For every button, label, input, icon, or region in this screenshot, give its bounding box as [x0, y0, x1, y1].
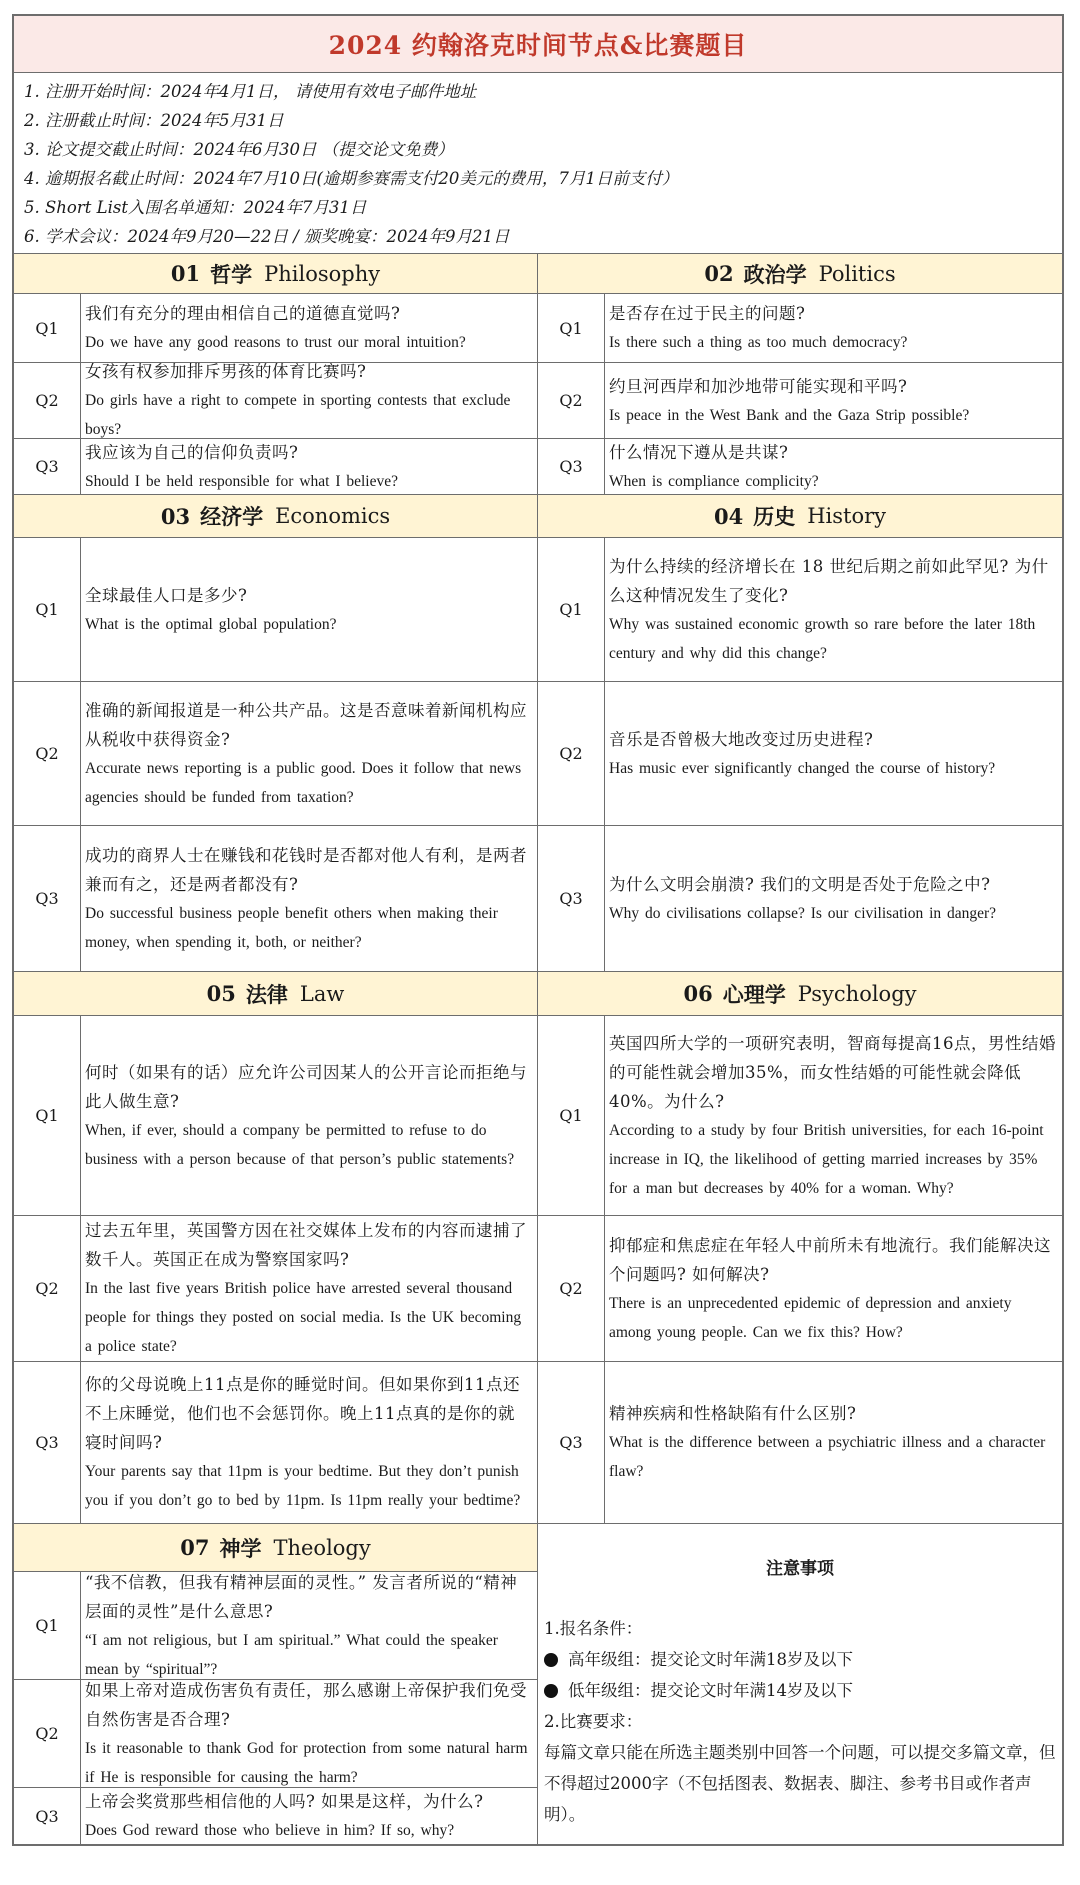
category-name-en: Economics: [275, 504, 391, 528]
category-header: [14, 495, 537, 538]
category-theology: [14, 1524, 538, 1844]
question-row: [538, 826, 1062, 972]
question-row: [14, 1016, 537, 1216]
category-name-en: Law: [299, 981, 345, 1006]
question-en: Do we have any good reasons to trust our moral intuition?: [85, 334, 466, 351]
timeline-item: 3. 论文提交截止时间：2024年6月30日 （提交论文免费）: [24, 140, 454, 159]
question-row: [538, 439, 1062, 495]
question-label: Q2: [538, 682, 605, 825]
question-zh: 过去五年里，英国警方因在社交媒体上发布的内容而逮捕了数千人。英国正在成为警察国家吗?: [85, 1221, 527, 1269]
category-name-zh: 历史: [753, 504, 796, 529]
question-label: Q1: [14, 1016, 81, 1215]
question-en: Does God reward those who believe in him? If so, why?: [85, 1822, 455, 1839]
question-label: Q3: [538, 826, 605, 971]
category-number: 07: [180, 1535, 210, 1560]
category-header: [14, 1524, 537, 1572]
category-history: [538, 495, 1062, 972]
question-row: [14, 826, 537, 972]
question-en: In the last five years British police have arrested several thousand people for things they posted on social media. Is the UK becoming a police state?: [85, 1280, 522, 1355]
title-banner: [14, 16, 1062, 73]
category-name-zh: 神学: [219, 1535, 262, 1561]
question-en: Why do civilisations collapse? Is our civilisation in danger?: [609, 904, 997, 922]
question-label: Q2: [14, 1216, 81, 1361]
question-label: Q1: [538, 294, 605, 362]
category-number: 02: [704, 261, 734, 286]
question-zh: 我应该为自己的信仰负责吗?: [85, 442, 299, 462]
question-en: Accurate news reporting is a public good. Does it follow that news agencies should be funded from taxation?: [85, 759, 522, 806]
question-en: “I am not religious, but I am spiritual.” What could the speaker mean by “spiritual”?: [85, 1631, 498, 1678]
question-zh: 精神疾病和性格缺陷有什么区别?: [609, 1404, 857, 1423]
question-label: Q1: [14, 538, 81, 681]
question-en: What is the difference between a psychiatric illness and a character flaw?: [609, 1434, 1046, 1480]
question-en: Do successful business people benefit others when making their money, when spending it, both, or neither?: [85, 904, 498, 951]
question-label: Q2: [14, 682, 81, 825]
category-header: [538, 972, 1062, 1016]
question-zh: 如果上帝对造成伤害负有责任，那么感谢上帝保护我们免受自然伤害是否合理?: [85, 1680, 527, 1729]
question-zh: 音乐是否曾极大地改变过历史进程?: [609, 729, 874, 749]
category-header: [14, 254, 537, 294]
category-row-3: [14, 972, 1062, 1524]
question-zh: 何时（如果有的话）应允许公司因某人的公开言论而拒绝与此人做生意?: [85, 1062, 527, 1111]
question-zh: 为什么持续的经济增长在 18 世纪后期之前如此罕见? 为什么这种情况发生了变化?: [609, 556, 1049, 605]
question-label: Q1: [538, 1016, 605, 1215]
question-row: [538, 363, 1062, 439]
timeline-item: 6. 学术会议：2024年9月20—22日 / 颁奖晚宴：2024年9月21日: [24, 227, 510, 246]
question-label: Q3: [14, 1362, 81, 1523]
category-philosophy: [14, 254, 538, 495]
bullet-dot-icon: [544, 1684, 558, 1698]
notes-requirement-text: 每篇文章只能在所选主题类别中回答一个问题，可以提交多篇文章，但不得超过2000字（不包括图表、数据表、脚注、参考书目或作者声明）。: [544, 1743, 1056, 1824]
question-label: Q3: [538, 439, 605, 494]
question-row: [538, 294, 1062, 363]
question-row: [14, 294, 537, 363]
question-zh: 你的父母说晚上11点是你的睡觉时间。但如果你到11点还不上床睡觉，他们也不会惩罚你。晚上11点真的是你的就寝时间吗?: [85, 1375, 520, 1452]
category-number: 05: [206, 981, 236, 1006]
question-en: Is it reasonable to thank God for protection from some natural harm if He is responsible for causing the harm?: [85, 1739, 528, 1786]
category-header: [538, 495, 1062, 538]
question-en: There is an unprecedented epidemic of depression and anxiety among young people. Can we fix this? How?: [609, 1294, 1012, 1341]
question-label: Q1: [14, 1572, 81, 1679]
question-en: Is there such a thing as too much democracy?: [609, 334, 908, 351]
category-header: [538, 254, 1062, 294]
question-en: When is compliance complicity?: [609, 472, 819, 490]
question-label: Q1: [538, 538, 605, 681]
category-header: [14, 972, 537, 1016]
question-row: [14, 1216, 537, 1362]
question-zh: 什么情况下遵从是共谋?: [609, 442, 789, 462]
category-law: [14, 972, 538, 1524]
question-label: Q2: [14, 363, 81, 438]
notes-bullet-text: 低年级组：提交论文时年满14岁及以下: [568, 1681, 853, 1700]
question-zh: 全球最佳人口是多少?: [85, 585, 248, 605]
question-zh: 我们有充分的理由相信自己的道德直觉吗?: [85, 304, 401, 323]
category-name-en: Philosophy: [264, 261, 381, 286]
category-economics: [14, 495, 538, 972]
category-number: 03: [160, 503, 191, 529]
category-name-zh: 法律: [245, 981, 288, 1007]
question-en: Your parents say that 11pm is your bedtime. But they don’t punish you if you don’t go to bed by 11pm. Is 11pm really your bedtime?: [85, 1463, 521, 1509]
question-label: Q3: [14, 439, 81, 494]
question-en: What is the optimal global population?: [85, 615, 337, 633]
question-row: [14, 538, 537, 682]
question-label: Q3: [538, 1362, 605, 1523]
notes-condition-heading: 1.报名条件：: [544, 1619, 643, 1638]
question-zh: 女孩有权参加排斥男孩的体育比赛吗?: [85, 363, 367, 381]
category-row-1: [14, 254, 1062, 495]
question-zh: 约旦河西岸和加沙地带可能实现和平吗?: [609, 376, 908, 396]
category-name-en: Theology: [273, 1535, 371, 1560]
category-number: 04: [713, 503, 744, 529]
question-label: Q3: [14, 1788, 81, 1844]
timeline-item: 2. 注册截止时间：2024年5月31日: [24, 111, 284, 130]
question-row: [538, 682, 1062, 826]
question-row: [14, 682, 537, 826]
category-name-zh: 经济学: [200, 504, 264, 529]
question-label: Q2: [538, 363, 605, 438]
question-zh: 为什么文明会崩溃? 我们的文明是否处于危险之中?: [609, 874, 991, 894]
question-row: [14, 1680, 537, 1788]
question-en: Should I be held responsible for what I believe?: [85, 472, 398, 490]
question-label: Q2: [538, 1216, 605, 1361]
category-name-zh: 政治学: [743, 261, 807, 287]
timeline-item: 5. Short List入围名单通知：2024年7月31日: [24, 198, 367, 217]
category-psychology: [538, 972, 1062, 1524]
category-number: 01: [170, 261, 201, 286]
question-zh: 准确的新闻报道是一种公共产品。这是否意味着新闻机构应从税收中获得资金?: [85, 700, 527, 749]
question-label: Q3: [14, 826, 81, 971]
category-row-2: [14, 495, 1062, 972]
question-row: [14, 1572, 537, 1680]
question-label: Q2: [14, 1680, 81, 1787]
category-row-4: [14, 1524, 1062, 1844]
question-label: Q1: [14, 294, 81, 362]
category-name-en: Politics: [818, 261, 896, 286]
category-politics: [538, 254, 1062, 495]
category-name-zh: 哲学: [210, 261, 253, 287]
notes-bullet: [544, 1675, 1056, 1706]
question-row: [538, 538, 1062, 682]
question-en: Has music ever significantly changed the course of history?: [609, 759, 996, 777]
question-en: Is peace in the West Bank and the Gaza Strip possible?: [609, 406, 970, 424]
question-row: [14, 439, 537, 495]
notes-bullet: [544, 1644, 1056, 1675]
question-zh: “我不信教，但我有精神层面的灵性。” 发言者所说的“精神层面的灵性”是什么意思?: [85, 1572, 518, 1621]
category-name-en: Psychology: [797, 981, 917, 1006]
question-zh: 抑郁症和焦虑症在年轻人中前所未有地流行。我们能解决这个问题吗? 如何解决?: [609, 1235, 1051, 1284]
question-row: [14, 1788, 537, 1844]
category-number: 06: [683, 981, 713, 1006]
bullet-dot-icon: [544, 1653, 558, 1667]
question-en: According to a study by four British universities, for each 16-point increase in IQ, the likelihood of getting married increases by 35% for a man but decreases by 40% for a woman. Why?: [609, 1121, 1044, 1197]
question-en: Do girls have a right to compete in sporting contests that exclude boys?: [85, 392, 511, 438]
question-row: [538, 1016, 1062, 1216]
category-name-zh: 心理学: [722, 981, 786, 1007]
question-row: [538, 1216, 1062, 1362]
timeline-item: 4. 逾期报名截止时间：2024年7月10日(逾期参赛需支付20美元的费用，7月1日前支付）: [24, 169, 679, 188]
question-zh: 成功的商界人士在赚钱和花钱时是否都对他人有利，是两者兼而有之，还是两者都没有?: [85, 845, 527, 894]
question-en: When, if ever, should a company be permitted to refuse to do business with a person because of that person’s public statements?: [85, 1121, 515, 1168]
question-row: [538, 1362, 1062, 1524]
notes-title: 注意事项: [766, 1559, 834, 1579]
competition-sheet: [12, 14, 1064, 1846]
notes-panel: [538, 1524, 1062, 1844]
question-zh: 英国四所大学的一项研究表明，智商每提高16点，男性结婚的可能性就会增加35%，而女性结婚的可能性就会降低40%。为什么?: [609, 1033, 1056, 1111]
notes-requirement-heading: 2.比赛要求：: [544, 1712, 643, 1731]
question-en: Why was sustained economic growth so rare before the later 18th century and why did this change?: [609, 615, 1036, 662]
question-zh: 是否存在过于民主的问题?: [609, 304, 806, 323]
timeline-list: [14, 73, 1062, 254]
question-row: [14, 1362, 537, 1524]
timeline-item: 1. 注册开始时间：2024年4月1日， 请使用有效电子邮件地址: [24, 82, 477, 101]
question-zh: 上帝会奖赏那些相信他的人吗? 如果是这样，为什么?: [85, 1792, 484, 1811]
page-title: 2024 约翰洛克时间节点&比赛题目: [328, 31, 748, 60]
category-name-en: History: [807, 504, 887, 528]
notes-bullet-text: 高年级组：提交论文时年满18岁及以下: [568, 1650, 853, 1669]
question-row: [14, 363, 537, 439]
